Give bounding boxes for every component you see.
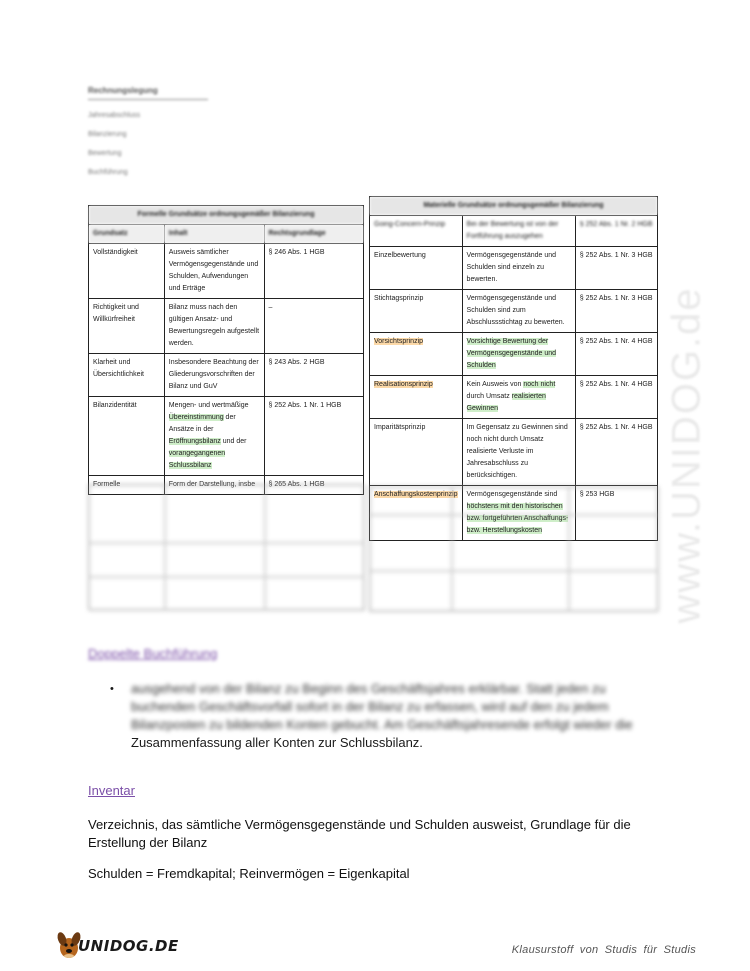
blurred-table-continuation <box>369 486 658 612</box>
highlight: Eröffnungsbilanz <box>168 438 221 445</box>
topic-item: Buchführung <box>88 169 128 176</box>
highlight: realisierten Gewinnen <box>466 393 546 412</box>
highlight: Realisationsprinzip <box>374 381 433 388</box>
principle-cell: Klarheit und Übersichtlichkeit <box>89 354 165 397</box>
law-cell: – <box>264 299 363 354</box>
content-text: Vermögensgegenstände sind <box>466 491 558 498</box>
schulden-definition: Schulden = Fremdkapital; Reinvermögen = Eigenkapital <box>88 866 410 881</box>
content-text: Mengen- und wertmäßige <box>168 402 249 409</box>
principle-cell: Vollständigkeit <box>89 244 165 299</box>
topic-item: Jahresabschluss <box>88 112 141 119</box>
column-header: Rechtsgrundlage <box>264 225 363 244</box>
bullet-text <box>131 680 655 752</box>
law-cell: § 243 Abs. 2 HGB <box>264 354 363 397</box>
column-header: Grundsatz <box>89 225 165 244</box>
principle-cell <box>370 333 463 376</box>
content-cell <box>462 376 575 419</box>
logo-text: UNIDOG.DE <box>78 937 179 955</box>
content-cell: Vermögensgegenstände und Schulden sind einzeln zu bewerten. <box>462 247 575 290</box>
law-cell: § 252 Abs. 1 Nr. 4 HGB <box>575 419 657 486</box>
table-row <box>370 216 658 247</box>
content-cell <box>462 333 575 376</box>
law-cell: § 252 Abs. 1 Nr. 4 HGB <box>575 333 657 376</box>
bullet-visible-text: Zusammenfassung aller Konten zur Schlussbilanz. <box>131 735 423 750</box>
content-cell: Bei der Bewertung ist von der Fortführung auszugehen <box>462 216 575 247</box>
content-text: Kein Ausweis von <box>466 381 524 388</box>
highlight: noch nicht <box>523 381 556 388</box>
blurred-topic-list <box>88 86 208 176</box>
bullet-icon: • <box>110 683 114 695</box>
watermark-text: www.UNIDOG.de <box>664 286 709 624</box>
column-header: Inhalt <box>164 225 264 244</box>
law-cell: § 253 HGB <box>575 486 657 541</box>
table-row <box>89 397 364 476</box>
content-cell: Vermögensgegenstände und Schulden sind zum Abschlussstichtag zu bewerten. <box>462 290 575 333</box>
content-cell: Insbesondere Beachtung der Gliederungsvorschriften der Bilanz und GuV <box>164 354 264 397</box>
law-cell: § 252 Abs. 1 Nr. 3 HGB <box>575 290 657 333</box>
unidog-logo <box>52 928 179 962</box>
highlight: höchstens mit den historischen bzw. fortgeführten Anschaffungs- bzw. Herstellungskosten <box>466 503 569 534</box>
law-cell: § 265 Abs. 1 HGB <box>264 476 363 495</box>
inventar-definition: Verzeichnis, das sämtliche Vermögensgegenstände und Schulden ausweist, Grundlage für die Erstellung der Bilanz <box>88 817 631 850</box>
content-cell <box>164 397 264 476</box>
content-text: durch Umsatz <box>466 393 512 400</box>
principle-cell: Formelle <box>89 476 165 495</box>
inventar-link[interactable]: Inventar <box>88 783 135 798</box>
table-title: Materielle Grundsätze ordnungsgemäßer Bilanzierung <box>370 197 658 216</box>
principle-cell: Richtigkeit und Willkürfreiheit <box>89 299 165 354</box>
highlight: Anschaffungskostenprinzip <box>374 491 458 498</box>
content-text: der Ansätze in der <box>168 414 236 433</box>
principle-cell: Imparitätsprinzip <box>370 419 463 486</box>
law-cell: § 252 Abs. 1 Nr. 3 HGB <box>575 247 657 290</box>
highlight: Übereinstimmung <box>168 414 224 421</box>
principle-cell: Going-Concern-Prinzip <box>370 216 463 247</box>
principle-cell: Bilanzidentität <box>89 397 165 476</box>
blurred-bullet-text: ausgehend von der Bilanz zu Beginn des Geschäftsjahres erklärbar. Statt jeden zu buchenden Geschäftsvorfall sofort in der Bilanz zu erfassen, wird auf den zu jedem Bilanzposten zu bildenden Konten gebucht. Am Geschäftsjahresende erfolgt wieder die <box>131 681 633 732</box>
principle-cell <box>370 376 463 419</box>
topic-item: Bilanzierung <box>88 131 127 138</box>
content-cell: Bilanz muss nach den gültigen Ansatz- und Bewertungsregeln aufgestellt werden. <box>164 299 264 354</box>
principle-cell: Einzelbewertung <box>370 247 463 290</box>
law-cell: § 252 Abs. 1 Nr. 4 HGB <box>575 376 657 419</box>
table-row <box>89 244 364 299</box>
content-cell: Ausweis sämtlicher Vermögensgegenstände und Schulden, Aufwendungen und Erträge <box>164 244 264 299</box>
table-row <box>370 419 658 486</box>
table-row <box>370 333 658 376</box>
law-cell: § 252 Abs. 1 Nr. 1 HGB <box>264 397 363 476</box>
table-row <box>89 299 364 354</box>
table-row <box>370 290 658 333</box>
buchfuehrung-link[interactable]: Doppelte Buchführung <box>88 646 218 661</box>
principle-cell: Stichtagsprinzip <box>370 290 463 333</box>
highlight: vorangegangenen Schlussbilanz <box>168 450 226 469</box>
table-row <box>89 354 364 397</box>
table-row <box>370 247 658 290</box>
law-cell: § 252 Abs. 1 Nr. 2 HGB <box>575 216 657 247</box>
table-row <box>370 376 658 419</box>
highlight: Vorsichtsprinzip <box>374 338 424 345</box>
table-title: Formelle Grundsätze ordnungsgemäßer Bilanzierung <box>89 206 364 225</box>
law-cell: § 246 Abs. 1 HGB <box>264 244 363 299</box>
blurred-table-continuation <box>88 484 364 610</box>
watermark <box>664 240 709 670</box>
footer-tagline: Klausurstoff von Studis für Studis <box>511 944 696 956</box>
topic-list-heading: Rechnungslegung <box>88 86 208 100</box>
content-cell: Form der Darstellung, insbe <box>164 476 264 495</box>
content-cell: Im Gegensatz zu Gewinnen sind noch nicht durch Umsatz realisierte Verluste im Jahresabschluss zu berücksichtigen. <box>462 419 575 486</box>
content-text: und der <box>220 438 247 445</box>
highlight: Vorsichtige Bewertung der Vermögensgegenstände und Schulden <box>466 338 557 369</box>
topic-item: Bewertung <box>88 150 122 157</box>
formal-principles-table <box>88 205 364 495</box>
